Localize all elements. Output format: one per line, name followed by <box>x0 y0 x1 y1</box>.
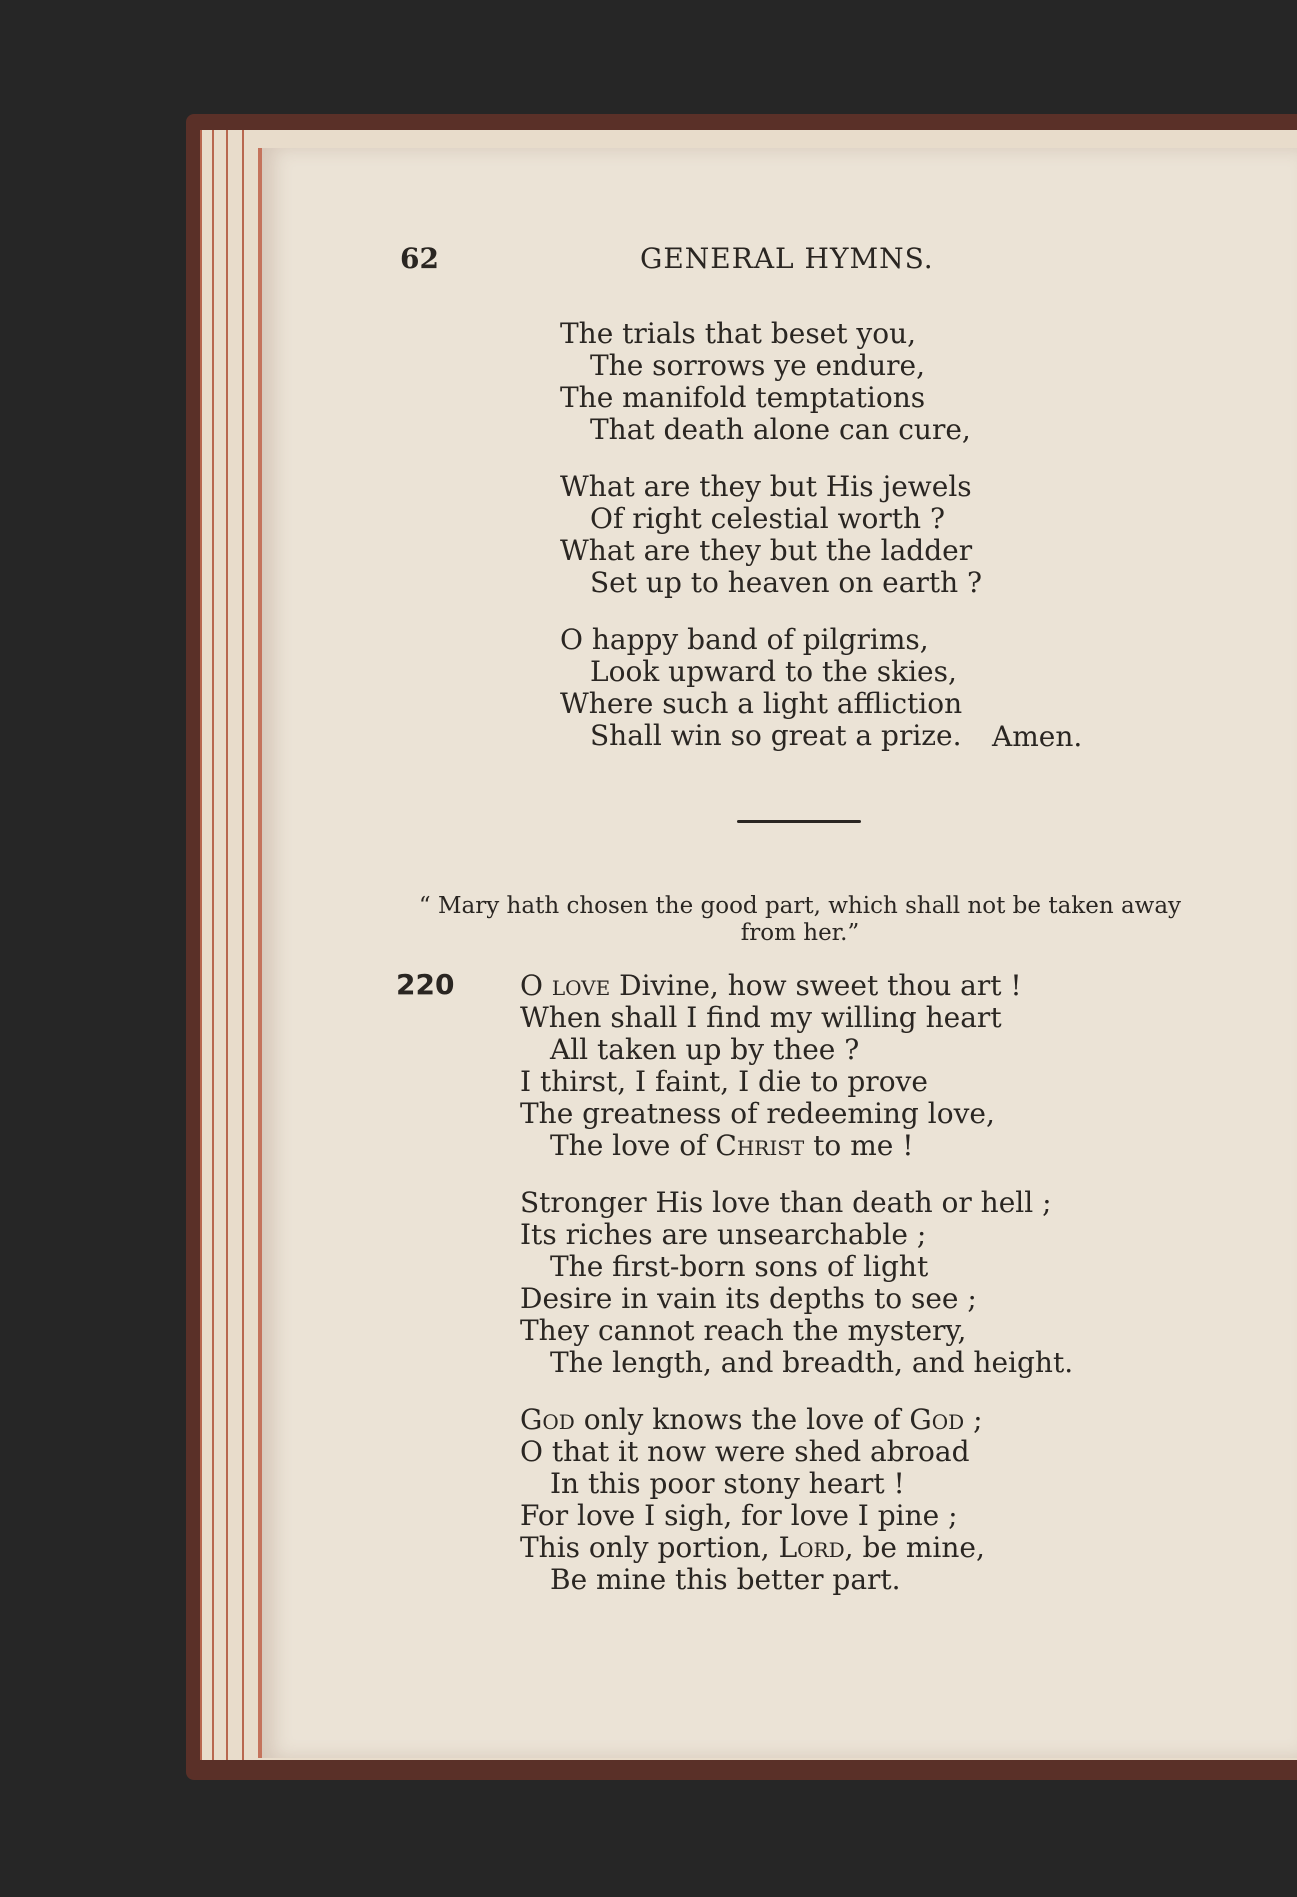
verse-line: Look upward to the skies, <box>590 655 957 688</box>
verse-line: Desire in vain its depths to see ; <box>520 1282 977 1315</box>
verse-line: Of right celestial worth ? <box>590 502 945 535</box>
epigraph-line: from her.” <box>740 920 860 946</box>
verse-line: In this poor stony heart ! <box>550 1467 905 1500</box>
verse-line: Be mine this better part. <box>550 1563 901 1596</box>
verse-line: The first-born sons of light <box>550 1250 929 1283</box>
stanza-continued-1 <box>560 318 971 446</box>
verse-line: Its riches are unsearchable ; <box>520 1218 927 1251</box>
stanza-continued-3 <box>560 624 962 752</box>
epigraph-line: “ Mary hath chosen the good part, which shall not be taken away <box>418 893 1182 919</box>
hymn-220-stanza-2 <box>520 1187 1073 1379</box>
verse-text: O <box>520 969 552 1002</box>
verse-line: All taken up by thee ? <box>550 1033 860 1066</box>
section-divider <box>737 820 861 823</box>
verse-line: What are they but the ladder <box>560 534 973 567</box>
verse-line <box>520 1404 985 1436</box>
verse-text: to me ! <box>804 1129 914 1162</box>
verse-line: What are they but His jewels <box>560 470 972 503</box>
verse-text: The love of <box>550 1129 716 1162</box>
verse-line: The trials that beset you, <box>560 317 917 350</box>
verse-line: For love I sigh, for love I pine ; <box>520 1499 958 1532</box>
verse-line: The manifold temptations <box>560 381 926 414</box>
verse-line: Stronger His love than death or hell ; <box>520 1186 1052 1219</box>
verse-text: Divine, how sweet thou art ! <box>610 969 1022 1002</box>
verse-line: Where such a light affliction <box>560 687 963 720</box>
epigraph <box>390 893 1210 947</box>
small-caps-word: Lord <box>778 1531 845 1564</box>
verse-line: The length, and breadth, and height. <box>550 1346 1074 1379</box>
hymn-220-stanza-1 <box>520 970 1022 1162</box>
stanza-continued-2 <box>560 471 982 599</box>
verse-line: O happy band of pilgrims, <box>560 623 929 656</box>
hymn-number: 220 <box>396 968 455 1001</box>
verse-line: Shall win so great a prize. <box>590 719 962 752</box>
verse-line: That death alone can cure, <box>590 413 971 446</box>
verse-text: , be mine, <box>844 1531 985 1564</box>
verse-line: The greatness of redeeming love, <box>520 1097 995 1130</box>
hymn-220-stanza-3 <box>520 1404 985 1596</box>
verse-line: I thirst, I faint, I die to prove <box>520 1065 928 1098</box>
verse-line: O that it now were shed abroad <box>520 1435 970 1468</box>
verse-line: When shall I find my willing heart <box>520 1001 1002 1034</box>
amen: Amen. <box>992 720 1083 753</box>
small-caps-word: love <box>551 969 611 1002</box>
verse-line <box>520 970 1022 1002</box>
small-caps-word: Christ <box>715 1129 805 1162</box>
verse-text: This only portion, <box>520 1531 779 1564</box>
running-title: GENERAL HYMNS. <box>640 242 934 275</box>
verse-line <box>520 1532 985 1564</box>
verse-line <box>520 1130 1022 1162</box>
small-caps-word: God <box>909 1403 965 1436</box>
small-caps-word: God <box>520 1403 575 1436</box>
verse-text: only knows the love of <box>574 1403 910 1436</box>
verse-text: ; <box>964 1403 983 1436</box>
verse-line: The sorrows ye endure, <box>590 349 925 382</box>
verse-line: They cannot reach the mystery, <box>520 1314 967 1347</box>
page-number: 62 <box>400 242 439 275</box>
verse-line: Set up to heaven on earth ? <box>590 566 983 599</box>
